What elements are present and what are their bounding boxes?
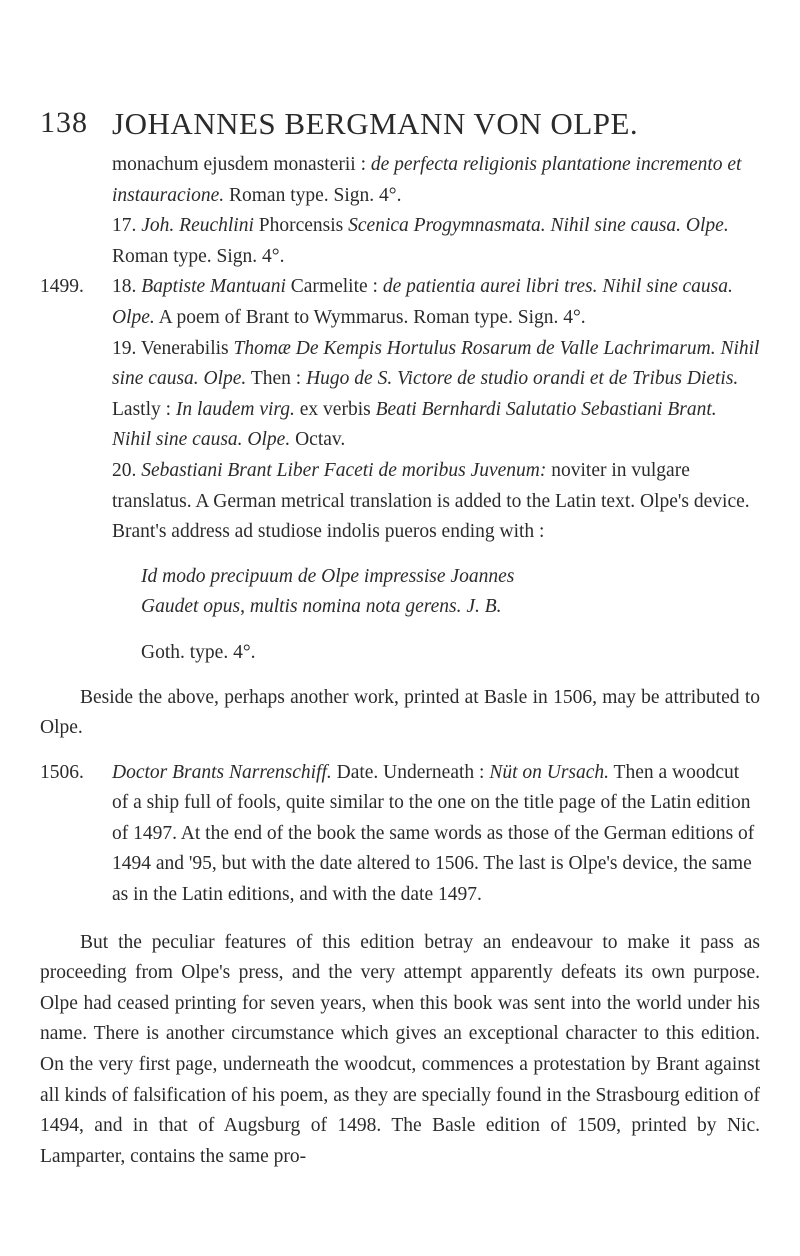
entry-text bbox=[112, 272, 760, 333]
text-run: Lastly : bbox=[112, 398, 176, 420]
bibliography-entry-20 bbox=[40, 456, 760, 548]
bibliography-entry-1506 bbox=[40, 758, 760, 911]
bibliography-entry-18 bbox=[40, 272, 760, 333]
italic-title: Thomæ De Kempis Hortulus Rosarum de Valle Lachrimarum. Nihil sine causa. Olpe. bbox=[112, 337, 760, 390]
entry-text bbox=[112, 456, 760, 548]
text-run: A poem of Brant to Wymmarus. Roman type. Sign. 4°. bbox=[154, 306, 586, 328]
text-run: Then : bbox=[246, 368, 307, 390]
text-run: monachum ejusdem monasterii : bbox=[112, 154, 371, 175]
italic-title: Scenica Progymnasmata. Nihil sine causa. Olpe. bbox=[348, 215, 729, 237]
italic-title: de patientia aurei libri tres. Nihil sine causa. Olpe. bbox=[112, 276, 733, 328]
verse-text: , bbox=[240, 596, 250, 618]
entry-number: 18. bbox=[112, 276, 137, 298]
italic-title: In laudem virg. bbox=[175, 398, 295, 420]
text-run: Date. Underneath : bbox=[331, 761, 490, 783]
italic-title: Beati Bernhardi Salutatio Sebastiani Brant. Nihil sine causa. Olpe. bbox=[112, 398, 717, 451]
italic-author: Baptiste Mantuani bbox=[141, 276, 286, 298]
paragraph: But the peculiar features of this edition betray an endeavour to make it pass as proceeding from Olpe's press, and the very attempt apparently defeats its own purpose. Olpe had ceased printing for seven years, when this book was sent into the world under his name. There is another circumstance which gives an exceptional character to this edition. On the very first page, underneath the woodcut, commences a protestation by Brant against all kinds of falsification of his poem, as they are specially found in the Strasbourg edition of 1494, and in that of Augsburg of 1498. The Basle edition of 1509, printed by Nic. Lamparter, contains the same pro- bbox=[40, 931, 760, 1167]
entry-text bbox=[112, 758, 760, 911]
page-number: 138 bbox=[40, 106, 88, 139]
text-run: Then a woodcut of a ship full of fools, quite similar to the one on the title page of the Latin edition of 1497. At the end of the book the same words as those of the German editions of 1494 and '95, but with the date altered to 1506. The last is Olpe's device, the same as in the Latin editions, and with the date 1497. bbox=[112, 761, 755, 906]
paragraph: Beside the above, perhaps another work, printed at Basle in 1506, may be attributed to Olpe. bbox=[40, 686, 760, 739]
verse-text: multis nomina nota gerens. J. B. bbox=[249, 596, 502, 618]
italic-author: Joh. Reuchlini bbox=[141, 215, 254, 237]
verse-text: Gaudet opus bbox=[141, 596, 241, 618]
verse-line bbox=[141, 592, 760, 623]
bibliography-entry-19 bbox=[40, 334, 760, 456]
italic-title: Hugo de S. Victore de studio orandi et de Tribus Dietis. bbox=[306, 368, 739, 390]
bibliography-entry-17 bbox=[40, 211, 760, 272]
text-run: noviter in vulgare translatus. A German metrical translation is added to the Latin text. Olpe's device. Brant's address ad studiose indolis pueros ending with : bbox=[112, 459, 750, 543]
verse-text: Id modo precipuum de Olpe impressise Joannes bbox=[141, 565, 515, 587]
italic-title: de perfecta religionis plantatione incremento et instauracione. bbox=[112, 154, 742, 206]
verse-quotation bbox=[141, 562, 760, 623]
running-head bbox=[0, 106, 800, 146]
entry-number: 19. bbox=[112, 337, 137, 359]
running-title: JOHANNES BERGMANN VON OLPE. bbox=[112, 106, 639, 141]
text-run: Roman type. Sign. 4°. bbox=[112, 245, 285, 267]
year-marker: 1506. bbox=[40, 761, 84, 783]
page-body bbox=[40, 150, 760, 1172]
entry-text bbox=[112, 150, 760, 211]
italic-title: Sebastiani Brant Liber Faceti de moribus Juvenum: bbox=[141, 459, 547, 481]
year-marker: 1499. bbox=[40, 276, 84, 298]
text-run: ex verbis bbox=[294, 398, 376, 420]
entry-text bbox=[112, 334, 760, 456]
italic-title: Nüt on Ursach. bbox=[489, 761, 610, 783]
text-run: Carmelite : bbox=[285, 276, 383, 298]
entry-text bbox=[112, 211, 760, 272]
continued-entry bbox=[40, 150, 760, 211]
verse-line bbox=[141, 562, 760, 593]
type-note: Goth. type. 4°. bbox=[141, 641, 256, 663]
text-run: Phorcensis bbox=[253, 215, 349, 237]
italic-title: Doctor Brants Narrenschiff. bbox=[112, 761, 332, 783]
text-run: Roman type. Sign. 4°. bbox=[224, 184, 402, 206]
entry-number: 17. bbox=[112, 215, 137, 237]
entry-number: 20. bbox=[112, 459, 137, 481]
text-run: Venerabilis bbox=[136, 337, 234, 359]
text-run: Octav. bbox=[290, 429, 346, 451]
